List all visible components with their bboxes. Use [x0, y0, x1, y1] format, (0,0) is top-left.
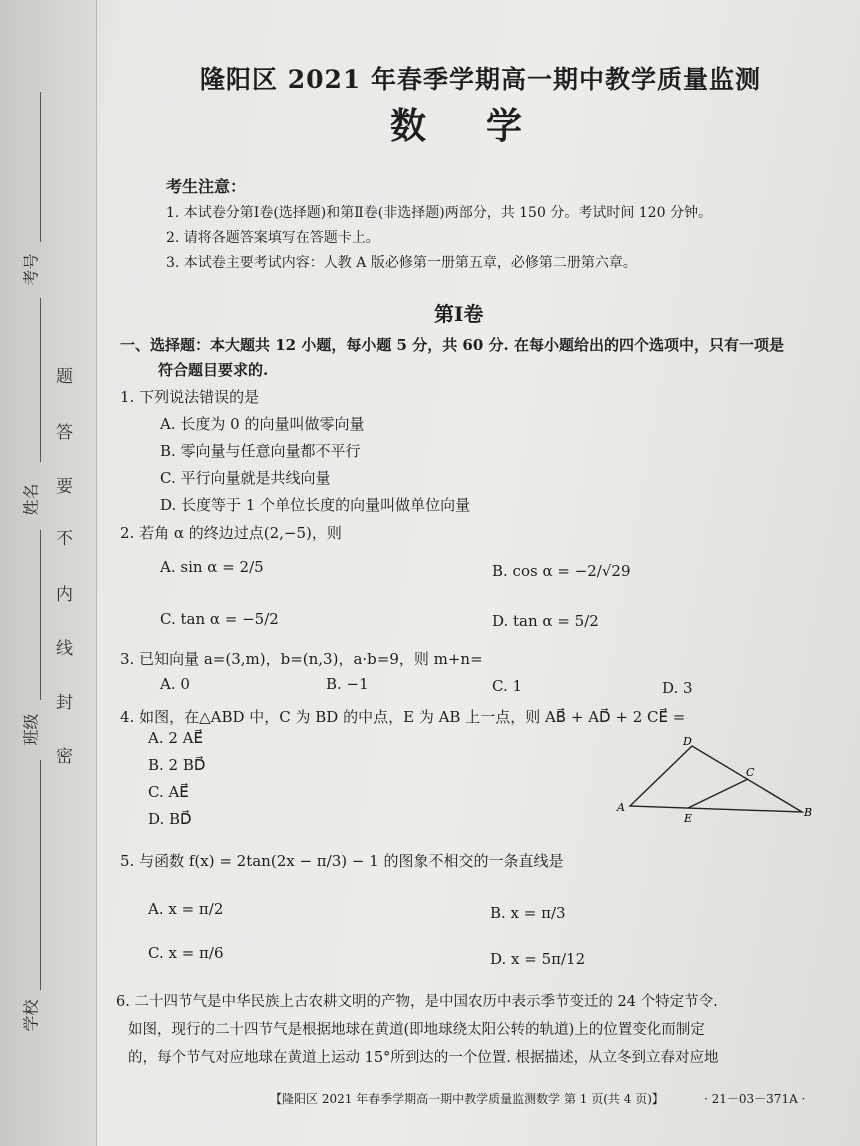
- q6-line: 如图，现行的二十四节气是根据地球在黄道(即地球绕太阳公转的轨道)上的位置变化而制定: [128, 1022, 705, 1038]
- part-title: 第Ⅰ卷: [434, 302, 484, 326]
- notice-item: 2. 请将各题答案填写在答题卡上。: [166, 230, 380, 246]
- q3-stem: 3. 已知向量 a=(3,m)，b=(n,3)，a·b=9，则 m+n=: [120, 650, 483, 668]
- q2-option: A. sin α = 2/5: [160, 558, 264, 576]
- notice-item: 1. 本试卷分第Ⅰ卷(选择题)和第Ⅱ卷(非选择题)两部分，共 150 分。考试时间 120 分钟。: [166, 205, 712, 221]
- q2-option: C. tan α = −5/2: [160, 610, 279, 628]
- seal-char: 内: [56, 585, 73, 605]
- margin-line: [40, 92, 41, 242]
- footer-page-info: 【隆阳区 2021 年春季学期高一期中教学质量监测数学 第 1 页(共 4 页)】: [270, 1092, 664, 1106]
- q2-option: D. tan α = 5/2: [492, 612, 599, 630]
- seal-char: 要: [56, 477, 73, 497]
- margin-line: [40, 760, 41, 990]
- q1-option: C. 平行向量就是共线向量: [160, 469, 331, 487]
- margin-line: [40, 530, 41, 700]
- q2-option: B. cos α = −2/√29: [492, 562, 631, 580]
- q2-stem: 2. 若角 α 的终边过点(2,−5)，则: [120, 524, 342, 542]
- q5-option: D. x = 5π/12: [490, 950, 586, 968]
- q4-option: A. 2 AE⃗: [148, 729, 203, 747]
- q4-option: D. BD⃗: [148, 810, 192, 828]
- seal-char: 答: [56, 423, 73, 443]
- q3-option: D. 3: [662, 679, 693, 697]
- binding-margin: [0, 0, 97, 1146]
- q5-option: B. x = π/3: [490, 904, 566, 922]
- q3-option: B. −1: [326, 675, 369, 693]
- margin-label-exam-number: 考号: [21, 253, 41, 286]
- margin-label-name: 姓名: [21, 483, 41, 516]
- q4-option: B. 2 BD⃗: [148, 756, 206, 774]
- q6-line: 6. 二十四节气是中华民族上古农耕文明的产物，是中国农历中表示季节变迁的 24 个特定节令.: [116, 994, 718, 1010]
- margin-label-school: 学校: [21, 999, 41, 1032]
- q5-stem: 5. 与函数 f(x) = 2tan(2x − π/3) − 1 的图象不相交的一条直线是: [120, 852, 564, 870]
- q1-option: D. 长度等于 1 个单位长度的向量叫做单位向量: [160, 496, 471, 514]
- notice-item: 3. 本试卷主要考试内容：人教 A 版必修第一册第五章，必修第二册第六章。: [166, 255, 637, 271]
- footer-code: · 21－03－371A ·: [704, 1092, 806, 1106]
- point-e-label: E: [684, 812, 693, 825]
- q3-option: A. 0: [160, 675, 190, 693]
- point-c-label: C: [746, 766, 755, 779]
- q1-stem: 1. 下列说法错误的是: [120, 388, 260, 406]
- q4-stem: 4. 如图，在△ABD 中，C 为 BD 的中点，E 为 AB 上一点，则 AB⃗ + AD⃗ + 2 CE⃗ =: [120, 708, 686, 726]
- exam-title: 隆阳区 2021 年春季学期高一期中教学质量监测: [200, 65, 761, 94]
- triangle-abd: [630, 746, 802, 812]
- q5-option: C. x = π/6: [148, 944, 224, 962]
- seal-char: 封: [56, 693, 73, 713]
- notice-heading: 考生注意：: [166, 177, 247, 196]
- point-b-label: B: [804, 806, 813, 819]
- segment-ec: [688, 779, 748, 808]
- q1-option: A. 长度为 0 的向量叫做零向量: [160, 415, 365, 433]
- margin-label-class: 班级: [21, 713, 41, 746]
- seal-char: 线: [56, 639, 73, 659]
- exam-subject: 数学: [390, 105, 583, 147]
- section-heading: 一、选择题：本大题共 12 小题，每小题 5 分，共 60 分. 在每小题给出的四个选项中，只有一项是: [120, 336, 784, 354]
- margin-line: [40, 298, 41, 462]
- seal-char: 密: [56, 747, 73, 767]
- q5-option: A. x = π/2: [148, 900, 224, 918]
- seal-char: 题: [56, 367, 73, 387]
- q3-option: C. 1: [492, 677, 523, 695]
- q1-option: B. 零向量与任意向量都不平行: [160, 442, 361, 460]
- seal-char: 不: [56, 529, 73, 549]
- q4-option: C. AE⃗: [148, 783, 189, 801]
- q6-line: 的，每个节气对应地球在黄道上运动 15°所到达的一个位置. 根据描述，从立冬到立春对应地: [128, 1050, 719, 1066]
- point-a-label: A: [617, 801, 625, 814]
- section-heading-cont: 符合题目要求的.: [158, 361, 269, 379]
- triangle-diagram: [612, 734, 822, 830]
- point-d-label: D: [683, 735, 692, 748]
